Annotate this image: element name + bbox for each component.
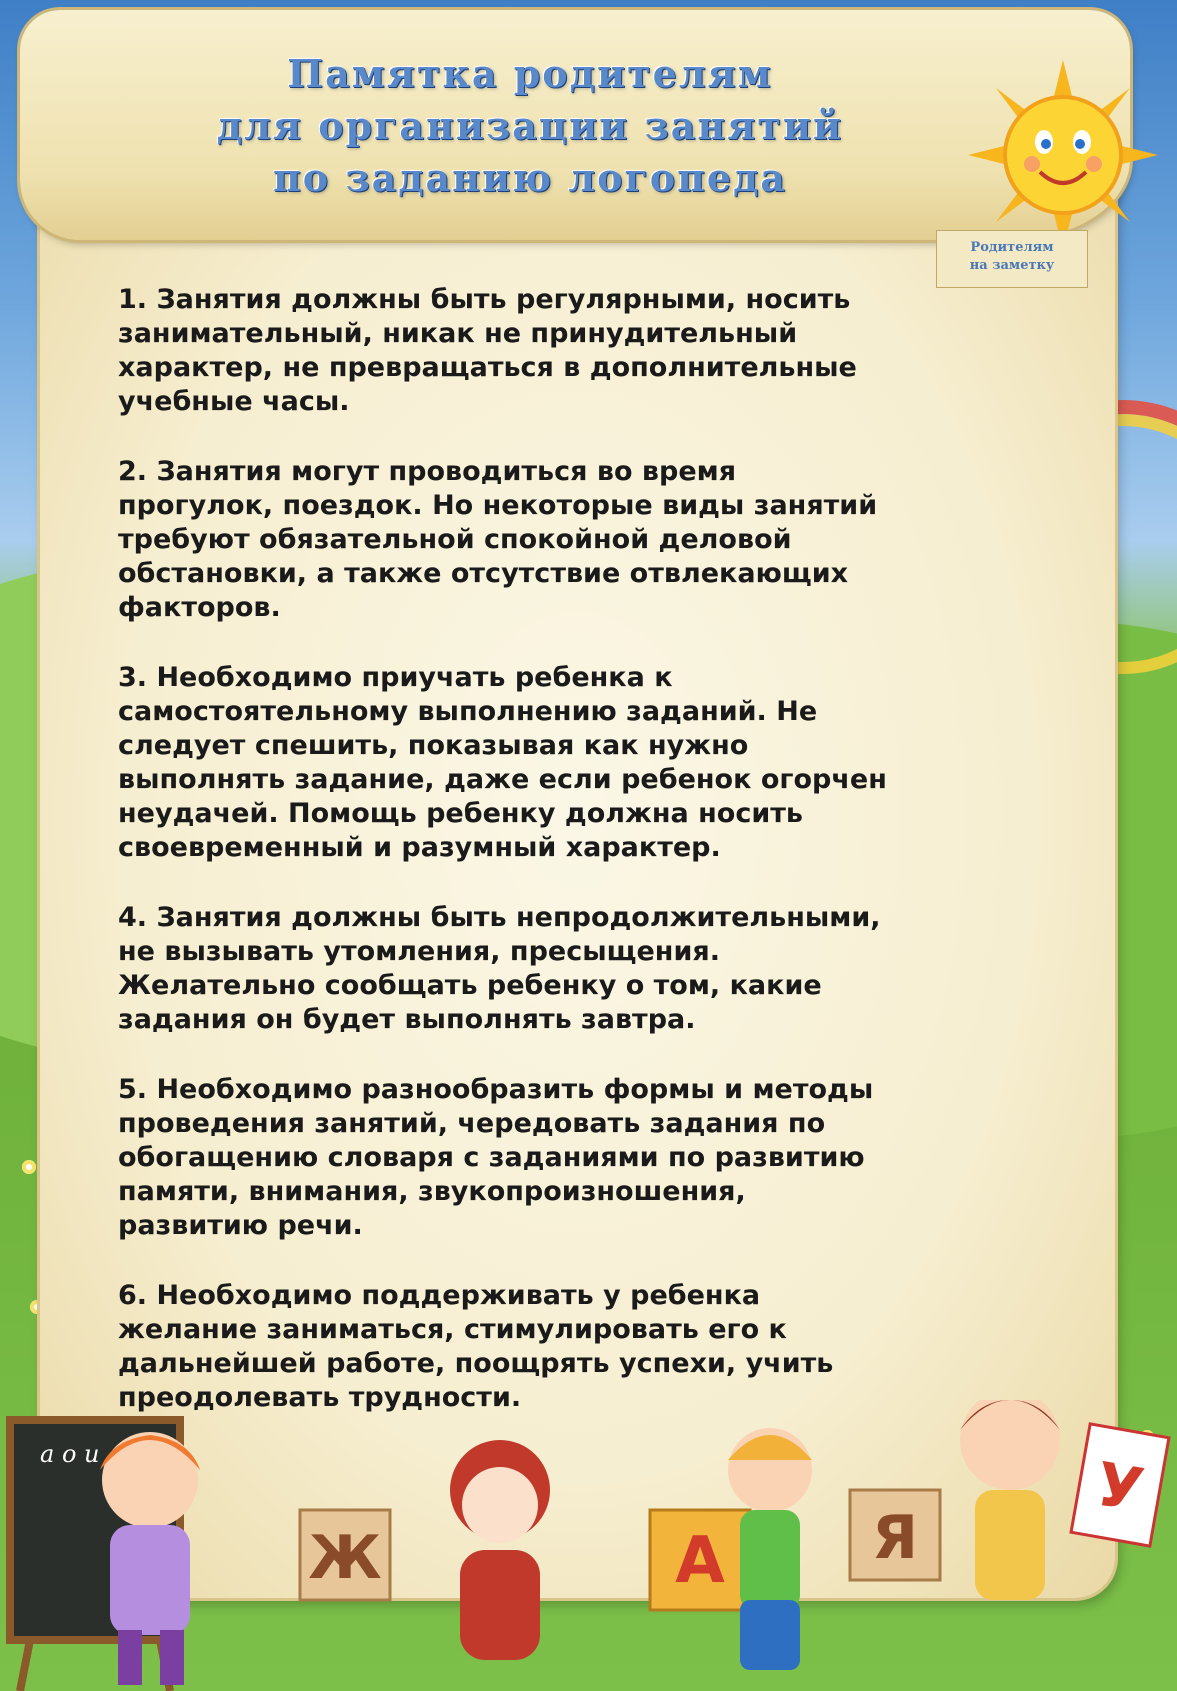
flower xyxy=(22,1160,36,1174)
card-letter: У xyxy=(1090,1449,1149,1527)
memo-item: 5. Необходимо разнообразить формы и методы проведения занятий, чередовать задания по обогащению словаря с заданиями по развитию памяти, внимания, звукопроизношения, развитию речи. xyxy=(118,1074,874,1241)
memo-item: 2. Занятия могут проводиться во время прогулок, поездок. Но некоторые виды занятий требуют обязательной спокойной деловой обстановки, а также отсутствие отвлекающих факторов. xyxy=(118,456,878,623)
block-letter: А xyxy=(675,1524,725,1598)
block-letter: Ж xyxy=(308,1523,382,1593)
letter-block xyxy=(300,1510,390,1600)
letter-block xyxy=(650,1510,750,1610)
badge-line: Родителям xyxy=(970,240,1054,255)
children-illustration xyxy=(0,1400,1177,1691)
title-line: для организации занятий xyxy=(216,103,844,148)
badge-line: на заметку xyxy=(969,258,1055,273)
boy-figure xyxy=(728,1428,812,1670)
block-letter: Я xyxy=(871,1503,919,1573)
sun-illustration xyxy=(968,60,1158,250)
doll-figure xyxy=(450,1440,550,1660)
blackboard-text: а о и xyxy=(40,1440,100,1468)
memo-item: 3. Необходимо приучать ребенка к самостоятельному выполнению заданий. Не следует спешить, показывая как нужно выполнять задание, даже если ребенок огорчен неудачей. Помощь ребенку должна носить своевременный и разумный характер. xyxy=(118,662,887,863)
memo-list xyxy=(118,283,1098,1451)
memo-item: 6. Необходимо поддерживать у ребенка желание заниматься, стимулировать его к дальнейшей работе, поощрять успехи, учить преодолевать трудности. xyxy=(118,1280,834,1413)
boy-figure xyxy=(960,1400,1169,1600)
page-title xyxy=(110,48,950,204)
girl-figure xyxy=(100,1432,200,1685)
memo-item: 4. Занятия должны быть непродолжительными, не вызывать утомления, пресыщения. Желательно сообщать ребенку о том, какие задания он будет выполнять завтра. xyxy=(118,902,881,1035)
notice-badge xyxy=(936,230,1088,288)
letter-block xyxy=(850,1490,940,1580)
memo-item: 1. Занятия должны быть регулярными, носить занимательный, никак не принудительный характер, не превращаться в дополнительные учебные часы. xyxy=(118,284,857,417)
title-line: Памятка родителям xyxy=(287,51,773,96)
title-line: по заданию логопеда xyxy=(272,155,788,200)
